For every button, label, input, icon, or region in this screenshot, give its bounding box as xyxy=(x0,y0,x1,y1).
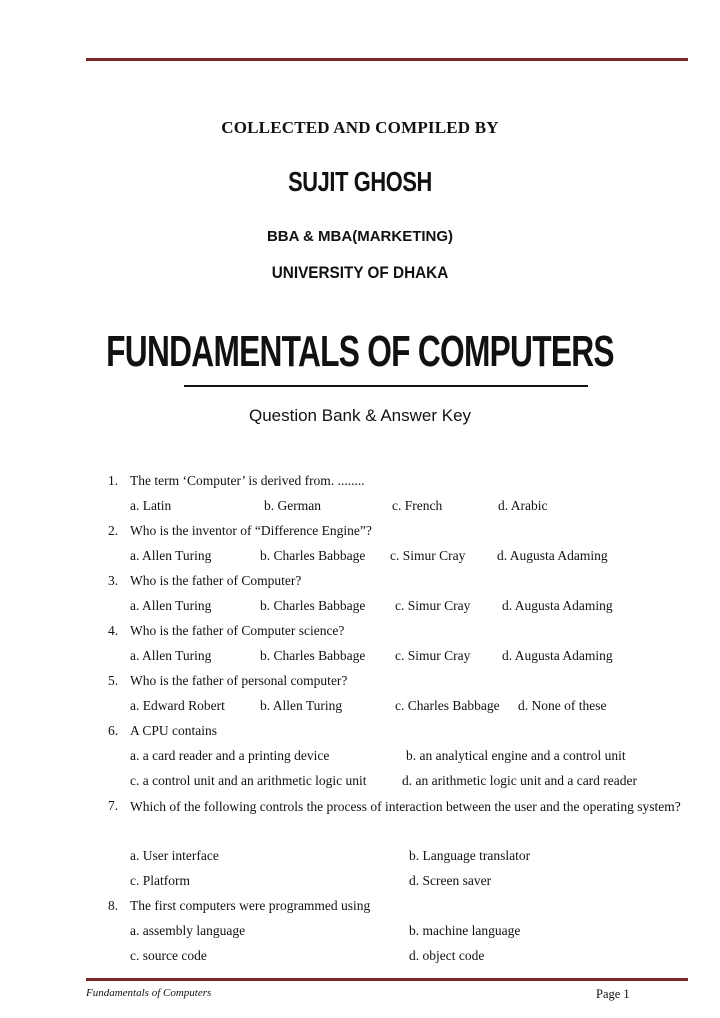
option-d: d. an arithmetic logic unit and a card reader xyxy=(402,773,638,788)
top-divider xyxy=(86,58,688,61)
question-number: 3. xyxy=(108,573,119,588)
question-3 xyxy=(108,572,688,597)
option-b: b. an analytical engine and a control unit xyxy=(406,748,626,763)
option-b: b. Language translator xyxy=(409,848,531,863)
question-5 xyxy=(108,672,688,697)
bottom-divider xyxy=(86,978,688,981)
question-number: 8. xyxy=(108,898,119,913)
question-3-options xyxy=(108,597,688,622)
question-text: Who is the father of personal computer? xyxy=(130,673,348,688)
question-4-options xyxy=(108,647,688,672)
question-1 xyxy=(108,472,688,497)
option-c: c. Simur Cray xyxy=(395,598,471,613)
question-8-options-row-1 xyxy=(108,922,688,947)
question-2-options xyxy=(108,547,688,572)
question-text: Which of the following controls the process of interaction between the user and the operating system? xyxy=(130,799,681,814)
option-d: d. None of these xyxy=(518,698,607,713)
option-d: d. Augusta Adaming xyxy=(502,648,613,663)
option-d: d. object code xyxy=(409,948,485,963)
option-c: c. Simur Cray xyxy=(395,648,471,663)
question-text: Who is the father of Computer science? xyxy=(130,623,345,638)
title-underline xyxy=(184,385,588,387)
question-8-options-row-2 xyxy=(108,947,688,972)
question-number: 2. xyxy=(108,523,119,538)
footer-document-name: Fundamentals of Computers xyxy=(86,987,212,999)
option-b: b. Charles Babbage xyxy=(260,598,366,613)
option-c: c. source code xyxy=(130,948,207,963)
question-list xyxy=(108,472,688,972)
option-c: c. a control unit and an arithmetic logic unit xyxy=(130,773,367,788)
question-1-options xyxy=(108,497,688,522)
question-7-options-row-1 xyxy=(108,847,688,872)
option-a: a. Allen Turing xyxy=(130,548,212,563)
question-5-options xyxy=(108,697,688,722)
author-degree: BBA & MBA(MARKETING) xyxy=(266,228,454,245)
question-6-options-row-1 xyxy=(108,747,688,772)
question-text: The term ‘Computer’ is derived from. ........ xyxy=(130,473,365,488)
footer-page-number: Page 1 xyxy=(596,987,630,1001)
option-d: d. Arabic xyxy=(498,498,548,513)
author-name: SUJIT GHOSH xyxy=(288,166,432,197)
question-text: The first computers were programmed using xyxy=(130,898,371,913)
option-a: a. User interface xyxy=(130,848,219,863)
question-4 xyxy=(108,622,688,647)
question-number: 7. xyxy=(108,798,119,813)
question-number: 6. xyxy=(108,723,119,738)
compiled-by-line: COLLECTED AND COMPILED BY xyxy=(221,118,499,137)
option-a: a. Edward Robert xyxy=(130,698,225,713)
option-b: b. Charles Babbage xyxy=(260,548,366,563)
option-b: b. machine language xyxy=(409,923,521,938)
option-a: a. Allen Turing xyxy=(130,648,212,663)
question-7-options-row-2 xyxy=(108,872,688,897)
question-number: 5. xyxy=(108,673,119,688)
option-c: c. Charles Babbage xyxy=(395,698,500,713)
question-8 xyxy=(108,897,688,922)
option-c: c. Simur Cray xyxy=(390,548,466,563)
question-6 xyxy=(108,722,688,747)
question-text: Who is the father of Computer? xyxy=(130,573,302,588)
question-number: 1. xyxy=(108,473,119,488)
option-a: a. Latin xyxy=(130,498,172,513)
document-subtitle: Question Bank & Answer Key xyxy=(248,406,472,425)
question-2 xyxy=(108,522,688,547)
option-c: c. French xyxy=(392,498,443,513)
option-c: c. Platform xyxy=(130,873,190,888)
option-d: d. Screen saver xyxy=(409,873,492,888)
author-university: UNIVERSITY OF DHAKA xyxy=(271,263,449,282)
option-d: d. Augusta Adaming xyxy=(497,548,608,563)
question-text: Who is the inventor of “Difference Engine”? xyxy=(130,523,372,538)
question-7 xyxy=(108,797,688,847)
option-a: a. a card reader and a printing device xyxy=(130,748,330,763)
document-title: FUNDAMENTALS OF COMPUTERS xyxy=(106,327,614,376)
option-b: b. Charles Babbage xyxy=(260,648,366,663)
question-number: 4. xyxy=(108,623,119,638)
option-d: d. Augusta Adaming xyxy=(502,598,613,613)
question-text: A CPU contains xyxy=(130,723,218,738)
option-a: a. assembly language xyxy=(130,923,246,938)
option-b: b. Allen Turing xyxy=(260,698,343,713)
option-a: a. Allen Turing xyxy=(130,598,212,613)
option-b: b. German xyxy=(264,498,321,513)
